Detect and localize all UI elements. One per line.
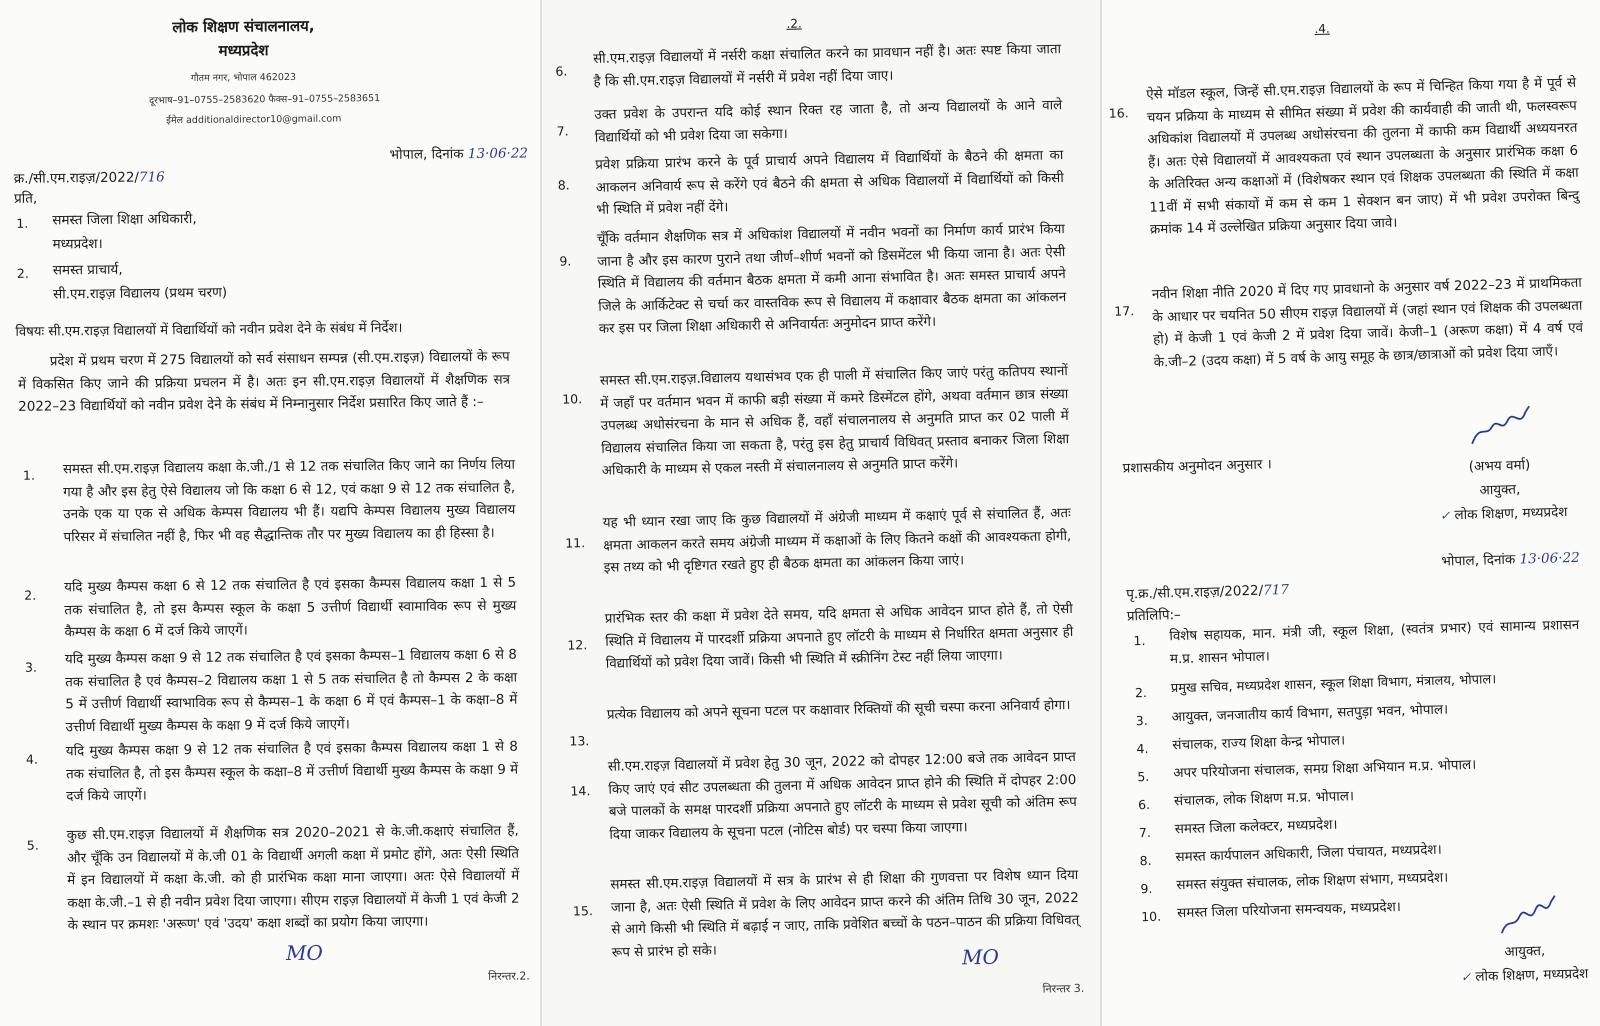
copy-recipient: समस्त कार्यपालन अधिकारी, जिला पंचायत, मध्यप्रदेश।	[1175, 841, 1442, 866]
initials-signature: MO	[961, 944, 1000, 970]
point-text: उक्त प्रवेश के उपरान्त यदि कोई स्थान रिक्त रह जाता है, तो अन्य विद्यालयों के आने वाले विद्यार्थियों को भी प्रवेश दिया जा सकेगा।	[594, 98, 1063, 146]
office-email: ईमेल additionaldirector10@gmail.com	[166, 113, 342, 127]
copy-recipient: विशेष सहायक, मान. मंत्री जी, स्कूल शिक्षा, (स्वतंत्र प्रभार) एवं सामान्य प्रशासन म.प्र. शासन भोपाल।	[1169, 617, 1580, 667]
handwritten-ref2: 717	[1262, 581, 1290, 599]
copy-recipient: प्रमुख सचिव, मध्यप्रदेश शासन, स्कूल शिक्षा विभाग, मंत्रालय, भोपाल।	[1170, 672, 1497, 697]
point-number: 16.	[1108, 105, 1129, 121]
copy-number: 3.	[1135, 712, 1148, 729]
final-signatory-title: आयुक्त,	[1504, 942, 1546, 961]
signature-stamp-icon: ✓	[1439, 508, 1451, 523]
approval-note: प्रशासकीय अनुमोदन अनुसार ।	[1122, 456, 1273, 477]
copy-recipient: समस्त जिला परियोजना समन्वयक, मध्यप्रदेश।	[1176, 898, 1402, 922]
recipient-line: मध्यप्रदेश।	[52, 235, 103, 253]
copy-number: 5.	[1137, 768, 1150, 785]
page-1	[0, 0, 540, 1026]
point-text: चूँकि वर्तमान शैक्षणिक सत्र में अधिकांश विद्यालयों में नवीन भवनों का निर्माण कार्य प्रारंभ किया जाना है और इस कारण पुराने तथा जीर्ण–शीर्ण भवनों को डिसमेंटल भी किया जाना है। अतः ऐसी स्थिति में विद्यालय की वर्तमान बैठक क्षमता में कमी आना संभावित है। अतः समस्त प्राचार्य अपने जिले के आर्किटेक्ट से चर्चा कर वास्तविक रूप से विद्यालय में कक्षावार बैठक क्षमता का आंकलन कर इस पर जिला शिक्षा अधिकारी से अनिवार्यतः अनुमोदन प्राप्त करेंगे।	[596, 222, 1067, 337]
point-number: 3.	[24, 659, 38, 675]
ref-label: क्र./सी.एम.राइज़/2022/	[13, 169, 140, 187]
point-number: 8.	[557, 177, 570, 193]
copy-number: 10.	[1141, 908, 1162, 925]
office-state: मध्यप्रदेश	[218, 41, 269, 60]
reference-number	[14, 168, 165, 188]
copy-number: 6.	[1137, 796, 1151, 813]
signature-mark	[1467, 402, 1538, 450]
point-text: सी.एम.राइज़ विद्यालयों में नर्सरी कक्षा संचालित करने का प्रावधान नहीं है। अतः स्पष्ट किया जाता है कि सी.एम.राइज़ विद्यालयों में नर्सरी में प्रवेश नहीं दिया जाए।	[592, 42, 1062, 90]
subject-line: विषयः सी.एम.राइज़ विद्यालयों में विद्यार्थियों को नवीन प्रवेश देने के संबंध में निर्देश।	[15, 320, 403, 340]
point-number: 17.	[1114, 303, 1135, 319]
page-3-content	[1100, 0, 1600, 1026]
point-text: प्रवेश प्रक्रिया प्रारंभ करने के पूर्व प्राचार्य अपने विद्यालय में विद्यार्थियों के बैठने की क्षमता का आकलन अनिवार्य रूप से करेंगे एवं बैठने की क्षमता से अधिक विद्यालयों में विद्यार्थियों को किसी भी स्थिति में प्रवेश नहीं देंगे।	[595, 148, 1064, 218]
copy-recipient: समस्त जिला कलेक्टर, मध्यप्रदेश।	[1174, 816, 1338, 838]
point-text: यह भी ध्यान रखा जाए कि कुछ विद्यालयों में अंग्रेजी माध्यम में कक्षाएं पूर्व से संचालित हैं, अतः क्षमता आकलन करते समय अंग्रेजी माध्यम में कक्षाओं के लिए कितने कक्षों की आवश्यकता होगी, इस तथ्य को भी दृष्टिगत रखते हुए ही बैठक क्षमता का आंकलन किया जाएं।	[602, 505, 1072, 576]
office-address: गौतम नगर, भोपाल 462023	[190, 71, 297, 85]
point-number: 13.	[569, 733, 590, 749]
copy-label: प्रतिलिपि:–	[1126, 606, 1182, 625]
copy-number: 1.	[1133, 632, 1146, 649]
date-line	[390, 144, 529, 163]
page-number: .4.	[1314, 21, 1330, 37]
ref2-label: पृ.क्र./सी.एम.राइज़/2022/	[1125, 582, 1264, 603]
office-name: लोक शिक्षण संचालनालय,	[172, 16, 315, 37]
point-number: 11.	[565, 535, 586, 551]
reference-number-2	[1126, 581, 1289, 604]
page-2-content	[540, 0, 1100, 1026]
page-3	[1100, 0, 1600, 1026]
continued-note: निरन्तर.2.	[488, 969, 530, 983]
copy-recipient: आयुक्त, जनजातीय कार्य विभाग, सतपुड़ा भवन, भोपाल।	[1171, 701, 1449, 726]
handwritten-ref: 716	[138, 169, 165, 186]
signature-stamp-icon: ✓	[1460, 970, 1472, 985]
final-signatory-department: ✓ लोक शिक्षण, मध्यप्रदेश	[1460, 965, 1589, 985]
point-text: समस्त सी.एम.राइज़.विद्यालय यथासंभव एक ही पाली में संचालित किए जाएं परंतु कतिपय स्थानों में जहाँ पर वर्तमान भवन में काफी बड़ी संख्या में कमरे डिस्मेंटल होंगे, अथवा वर्तमान छात्र संख्या उपलब्ध अधोसंरचना के मान से अधिक हैं, वहाँ संचालनालय से अनुमति प्राप्त कर 02 पाली में विद्यालय संचालित किया जा सकता है, परंतु इस हेतु प्राचार्य विधिवत् प्रस्ताव बनाकर जिला शिक्षा अधिकारी के माध्यम से एकल नस्ती में संचालनालय से अनुमति प्राप्त करेंगे।	[599, 364, 1070, 479]
recipient-line: समस्त जिला शिक्षा अधिकारी,	[52, 210, 197, 229]
point-text: यदि मुख्य कैम्पस कक्षा 6 से 12 तक संचालित है एवं इसका कैम्पस विद्यालय कक्षा 1 से 5 तक संचालित है, तो इस कैम्पस स्कूल के कक्षा 5 उत्तीर्ण विद्यार्थी स्वामाविक रूप से मुख्य कैम्पस के कक्षा 6 में दर्ज किये जाएगें।	[64, 575, 517, 641]
copy-number: 9.	[1140, 880, 1153, 897]
recipient-line: समस्त प्राचार्य,	[52, 261, 123, 279]
point-text: नवीन शिक्षा नीति 2020 में दिए गए प्रावधानो के अनुसार वर्ष 2022–23 में प्राथमिकता के आधार पर चयनित 50 सीएम राइज़ विद्यालयों में (जहां स्थान एवं शिक्षक की उपलब्धता हो) में केजी 1 एवं केजी 2 में प्रवेश दिया जावें। केजी–1 (अरूण कक्षा) में 4 वर्ष एवं के.जी–2 (उदय कक्षा) में 5 वर्ष के आयु समूह के छात्र/छात्राओं को प्रवेश दिया जाएँ।	[1151, 275, 1584, 371]
point-text: ऐसे मॉडल स्कूल, जिन्हें सी.एम.राइज़ विद्यालयों के रूप में चिन्हित किया गया है में पूर्व से चयन प्रक्रिया के माध्यम से सीमित संख्या में प्रवेश की कार्यवाही की जाती थी, फलस्वरूप अधिकांश विद्यालयों में उपलब्ध अधोसंरचना की तुलना में काफी कम विद्यार्थी अध्ययनरत हैं। अतः ऐसे विद्यालयों में आवश्यकता एवं स्थान उपलब्धता के अनुसार प्रारंभिक कक्षा 6 के अतिरिक्त अन्य कक्षाओं में (विशेषकर स्थान एवं शिक्षक उपलब्धता की स्थिति में कक्षा 11वीं में सभी संकायों में कम से कम 1 सेक्शन बन जाए) में भी प्रवेश उपरोक्त बिन्दु क्रमांक 14 में उल्लेखित प्रक्रिया अनुसार दिया जावे।	[1146, 75, 1580, 238]
point-number: 1.	[22, 467, 35, 483]
point-number: 15.	[572, 903, 594, 919]
point-text: प्रत्येक विद्यालय को अपने सूचना पटल पर कक्षावार रिक्तियों की सूची चस्पा करना अनिवार्य होगा।	[606, 698, 1071, 723]
point-text: यदि मुख्य कैम्पस कक्षा 9 से 12 तक संचालित है एवं इसका कैम्पस–1 विद्यालय कक्षा 6 से 8 तक संचालित है एवं कैम्पस–2 विद्यालय कक्षा 1 से 5 तक संचालित है तो कैम्पस 2 के कक्षा 5 में उत्तीर्ण विद्यार्थी स्वाभाविक रूप से कैम्पस–1 के कक्षा 6 में एवं कैम्पस–1 के कक्षा–8 में उत्तीर्ण विद्यार्थी मुख्य कैम्पस के कक्षा 9 में दर्ज किये जाएगें।	[64, 647, 518, 735]
copy-recipient: संचालक, लोक शिक्षण म.प्र. भोपाल।	[1173, 788, 1355, 810]
point-number: 6.	[555, 63, 568, 79]
point-text: प्रारंभिक स्तर की कक्षा में प्रवेश देते समय, यदि क्षमता से अधिक आवेदन प्राप्त होते हैं, तो ऐसी स्थिति में विद्यालय में पारदर्शी प्रक्रिया अपनाते हुए लॉटरी के माध्यम से निर्धारित क्षमता अनुसार ही विद्यार्थियों को प्रवेश दिया जावें। किसी भी स्थिति में स्क्रीनिंग टेस्ट नहीं लिया जाएगा।	[604, 601, 1074, 672]
point-number: 5.	[26, 837, 39, 853]
handwritten-date: 13·06·22	[1519, 549, 1580, 568]
recipient-number: 2.	[16, 265, 29, 281]
signatory-name: (अभय वर्मा)	[1468, 457, 1531, 475]
point-text: कुछ सी.एम.राइज़ विद्यालयों में शैक्षणिक सत्र 2020–2021 से के.जी.कक्षाएं संचालित हैं, और चूँकि उन विद्यालयों में के.जी 01 के विद्यार्थी अगली कक्षा में प्रमोट होंगे, अतः ऐसी स्थिति में इन विद्यालयों में कक्षा के.जी. को ही प्रारंभिक कक्षा माना जाएगा। अतः ऐसे विद्यालयों में कक्षा के.जी.–1 से ही नवीन प्रवेश दिया जाएगा। सीएम राइज़ विद्यालयों में केजी 1 एवं केजी 2 के स्थान पर क्रमशः 'अरूण' एवं 'उदय' कक्षा शब्दों का प्रयोग किया जाएगा।	[66, 823, 520, 934]
intro-paragraph: प्रदेश में प्रथम चरण में 275 विद्यालयों को सर्व संसाधन सम्पन्न (सी.एम.राइज़) विद्यालयों के रूप में विकसित किए जाने की प्रक्रिया प्रचलन में है। अतः इन सी.एम.राइज़ विद्यालयों में शैक्षणिक सत्र 2022–23 विद्यार्थियों को नवीन प्रवेश देने के संबंध में निम्नानुसार निर्देश प्रसारित किए जाते हैं :–	[17, 349, 511, 415]
point-text: समस्त सी.एम.राइज़ विद्यालयों में सत्र के प्रारंभ से ही शिक्षा की गुणवत्ता पर विशेष ध्यान दिया जाना है, अतः ऐसी स्थिति में प्रवेश के लिए आवेदन प्राप्त करने की अंतिम तिथि 30 जून, 2022 से आगे किसी भी स्थिति में बढ़ाई न जाए, ताकि प्रवेशित बच्चों के पठन–पाठन की प्रक्रिया विधिवत् रूप से प्रारंभ हो सके।	[610, 867, 1080, 961]
point-number: 12.	[567, 637, 588, 653]
to-label: प्रति,	[13, 190, 38, 207]
point-number: 9.	[559, 253, 572, 269]
handwritten-date: 13·06·22	[467, 145, 529, 163]
signatory-title: आयुक्त,	[1479, 481, 1521, 499]
page-number: .2.	[786, 16, 802, 31]
page-2	[540, 0, 1100, 1026]
point-text: यदि मुख्य कैम्पस कक्षा 9 से 12 तक संचालित है एवं इसका कैम्पस विद्यालय कक्षा 1 से 8 तक संचालित है, तो इस कैम्पस स्कूल के कक्षा–8 में उत्तीर्ण विद्यार्थी मुख्य कैम्पस के कक्षा 9 में दर्ज किये जाएगें।	[65, 739, 519, 805]
date-line	[1441, 549, 1580, 571]
point-number: 7.	[556, 123, 569, 139]
copy-recipient: अपर परियोजना संचालक, समग्र शिक्षा अभियान म.प्र. भोपाल।	[1173, 756, 1477, 782]
copy-number: 8.	[1139, 852, 1152, 869]
copy-number: 7.	[1138, 824, 1152, 841]
copy-number: 4.	[1136, 740, 1149, 757]
copy-recipient: समस्त संयुक्त संचालक, लोक शिक्षण संभाग, मध्यप्रदेश।	[1176, 869, 1449, 894]
office-phone: दूरभाष–91–0755–2583620 फैक्स–91–0755–2583651	[149, 93, 381, 107]
recipient-number: 1.	[16, 215, 29, 231]
signature-mark	[1497, 893, 1562, 939]
point-number: 2.	[24, 587, 37, 603]
point-number: 14.	[570, 783, 591, 799]
copy-number: 2.	[1134, 684, 1148, 701]
point-number: 10.	[562, 391, 583, 407]
initials-signature: MO	[285, 940, 323, 966]
recipient-line: सी.एम.राइज़ विद्यालय (प्रथम चरण)	[53, 284, 228, 303]
point-number: 4.	[25, 751, 38, 767]
point-text: सी.एम.राइज़ विद्यालयों में प्रवेश हेतु 30 जून, 2022 को दोपहर 12:00 बजे तक आवेदन प्राप्त किए जाएं एवं सीट उपलब्धता की तुलना में अधिक आवेदन प्राप्त होने की स्थिति में दोपहर 2:00 बजे पालकों के समक्ष पारदर्शी प्रक्रिया अपनाते हुए लॉटरी के माध्यम से प्रवेश सूची को अंतिम रूप दिया जाकर विद्यालय के सूचना पटल (नोटिस बोर्ड) पर चस्पा किया जाएगा।	[607, 749, 1077, 843]
point-text: समस्त सी.एम.राइज़ विद्यालय कक्षा के.जी./1 से 12 तक संचालित किए जाने का निर्णय लिया गया है और इस हेतु ऐसे विद्यालय जो कि कक्षा 6 से 12, एवं कक्षा 9 से 12 तक संचालित है, उनके एक या एक से अधिक केम्पस विद्यालय भी हैं। यद्यपि केम्पस विद्यालय मुख्य विद्यालय परिसर में संचालित नहीं है, फिर भी वह सैद्धान्तिक तौर पर मुख्य विद्यालय का ही हिस्सा है।	[62, 457, 516, 545]
date-label: भोपाल, दिनांक	[1441, 551, 1516, 570]
signatory-department: ✓ लोक शिक्षण, मध्यप्रदेश	[1439, 504, 1568, 524]
page-1-content	[0, 0, 540, 1026]
copy-recipient: संचालक, राज्य शिक्षा केन्द्र भोपाल।	[1172, 732, 1346, 754]
continued-note: निरन्तर 3.	[1042, 981, 1085, 996]
date-label: भोपाल, दिनांक	[389, 146, 464, 163]
